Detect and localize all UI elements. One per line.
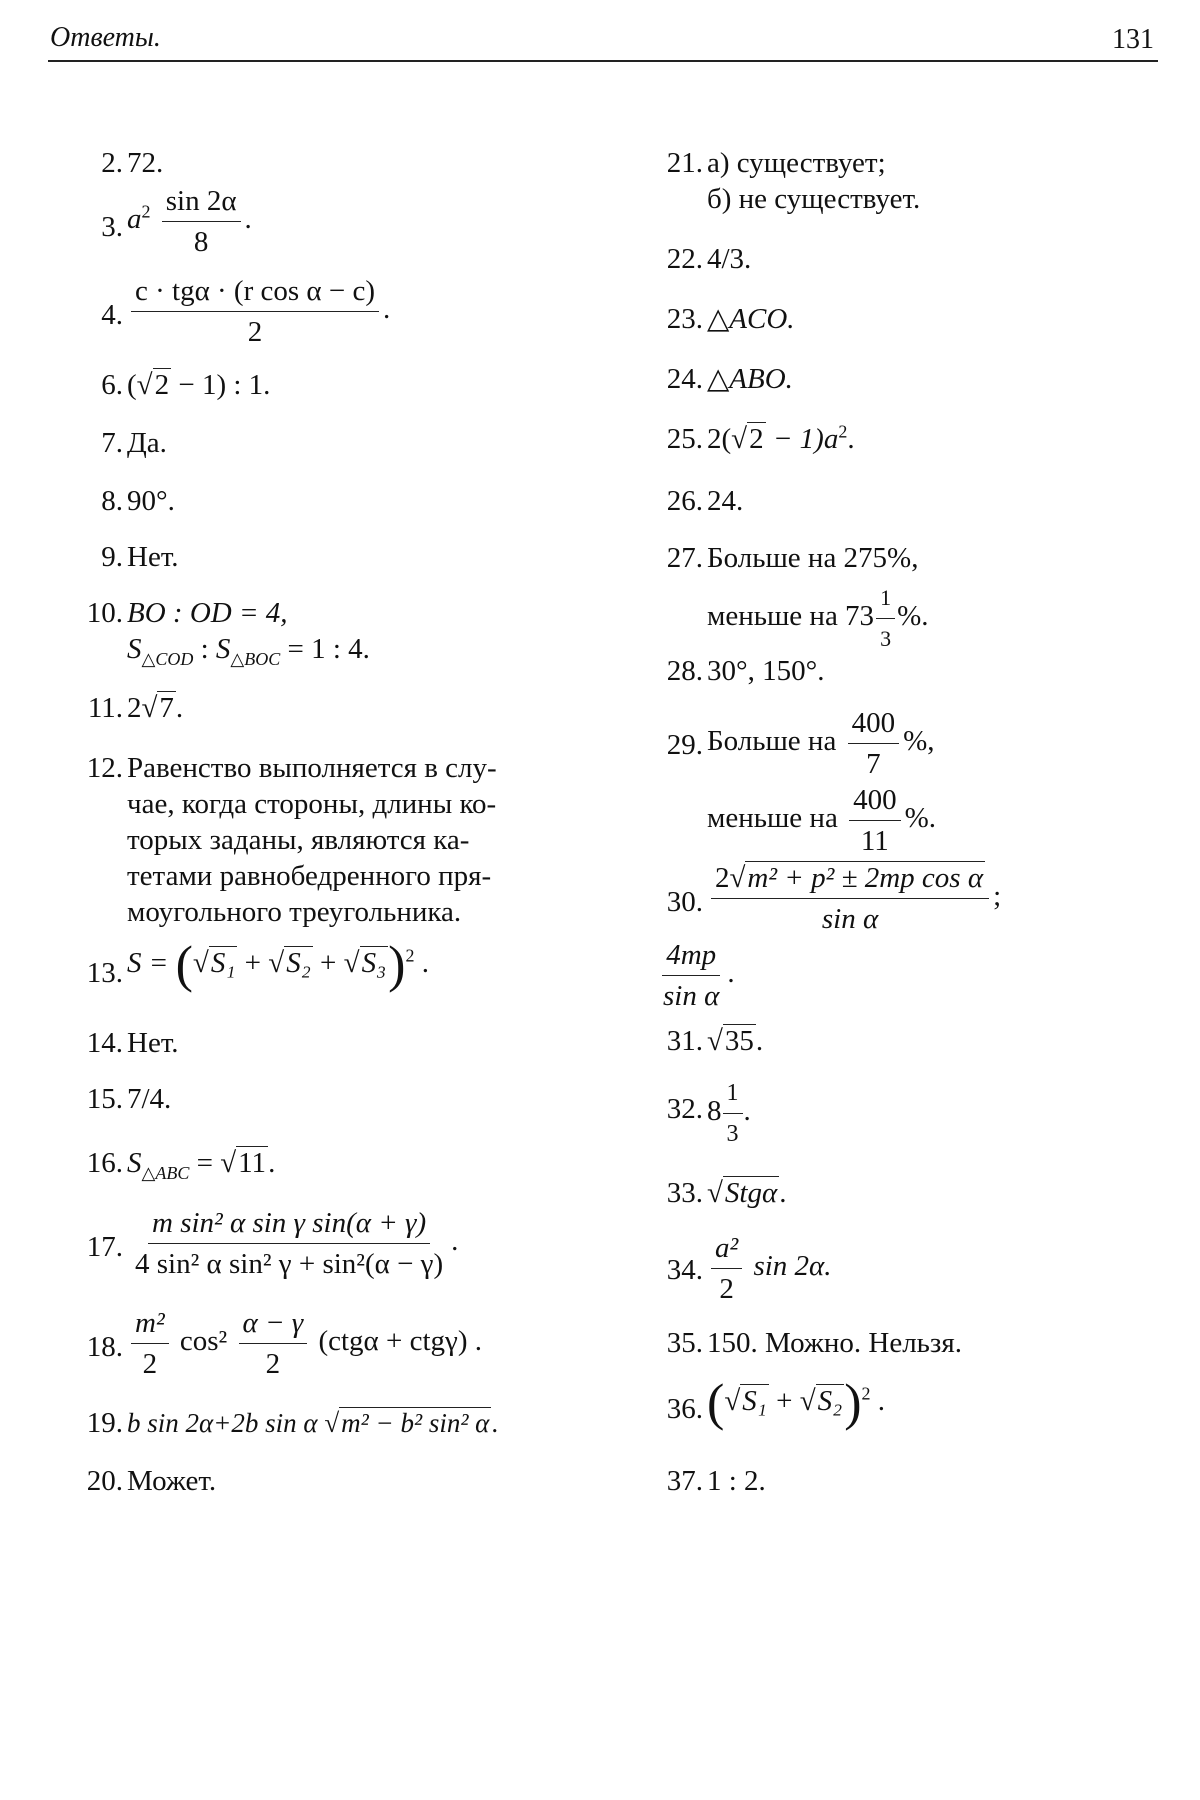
answer-24: 24. △ABO. — [666, 363, 793, 395]
answer-34: 34. $\frac{\text{a²}}{2}$ sin 2α. — [666, 1232, 832, 1305]
sqrt: √Stgα — [707, 1177, 778, 1209]
sqrt: √2 — [731, 423, 764, 455]
answer-27: 27. Больше на 275%, меньше на 73 $\frac{1}{3}$ %. — [655, 540, 928, 657]
answer-30: 30. $\frac{\text{2√m² + p² ± 2mp cos α}}{\text{sin α}}$ ; $\frac{4mp}{\text{sin α}}$ . — [655, 860, 1001, 1014]
answer-13: 13. $S = (√S_1 + √S_2 + √S_3)^2$ . — [86, 936, 429, 994]
page-header — [48, 18, 1158, 62]
answer-31: 31. √35. — [666, 1025, 764, 1057]
answer-7: 7. Да. — [101, 427, 167, 459]
answer-29: 29. Больше на $\frac{400}{7}$ %, меньше на $\frac{400}{11}$ %. — [666, 707, 936, 857]
answer-37: 37. 1 : 2. — [666, 1465, 766, 1497]
fraction: $\frac{1}{3}$ — [723, 1075, 743, 1152]
answer-4: 4. $\frac{\text{c · tgα · (r cos α − c)}}{2}$ . — [101, 275, 391, 348]
answer-22: 22. 4/3. — [666, 243, 752, 275]
fraction: $\frac{400}{7}$ — [848, 705, 900, 782]
answer-20: 20. Может. — [86, 1465, 217, 1497]
fraction: $\frac{\text{m²}}{2}$ — [131, 1305, 169, 1382]
answer-11: 11. 2√7. — [87, 692, 184, 724]
answer-6: 6. (√2 − 1) : 1. — [101, 369, 271, 401]
answer-18: 18. $\frac{\text{m²}}{2}$ cos² $\frac{\alpha - \gamma}{2}$ (ctgα + ctgγ) . — [86, 1307, 483, 1380]
answer-12: 12. Равенство выполняется в слу- чае, когда стороны, длины ко- торых заданы, являются ка- тетами равнобедренного пря- моугольного треугольника. — [86, 752, 497, 928]
answer-10: 10. BO : OD = 4, $S_{\triangle COD}$ : $S_{\triangle BOC} = 1$ : 4. — [86, 597, 370, 669]
answer-23: 23. △ACO. — [666, 303, 795, 335]
answer-35: 35. 150. Можно. Нельзя. — [666, 1327, 962, 1359]
sqrt: √35 — [707, 1025, 754, 1057]
fraction: $\frac{\alpha - \gamma}{2}$ — [239, 1305, 308, 1382]
answer-2: 2. 72. — [101, 147, 164, 179]
answer-32: 32. 8 $\frac{1}{3}$ . — [655, 1075, 751, 1152]
page-number: 131 — [1112, 24, 1154, 55]
fraction: $\frac{\text{2√m² + p² ± 2mp cos α}}{\text{sin α}}$ — [711, 860, 989, 937]
answer-14: 14. Нет. — [86, 1027, 179, 1059]
sqrt: √11 — [220, 1147, 267, 1179]
fraction: $\frac{4mp}{\text{sin α}}$ — [663, 939, 720, 1012]
answer-21: 21. а) существует; б) не существует. — [666, 147, 921, 215]
answer-26: 26. 24. — [666, 485, 744, 517]
sqrt: √7 — [141, 692, 174, 724]
sqrt: √m² − b² sin² α — [324, 1408, 490, 1438]
running-title: Ответы. — [50, 22, 161, 53]
answer-19: 19. b sin 2α+2b sin α √m² − b² sin² α. — [86, 1407, 499, 1439]
answer-17: 17. $\frac{\text{m sin² α sin γ sin(α + γ)}}{\text{4 sin² α sin² γ + sin²(α − γ)}}$ . — [86, 1207, 459, 1280]
fraction: $\frac{\text{m sin² α sin γ sin(α + γ)}}{\text{4 sin² α sin² γ + sin²(α − γ)}}$ — [135, 1207, 444, 1280]
sqrt: √2 — [136, 369, 170, 401]
fraction: $\frac{\sin 2\alpha}{8}$ — [162, 183, 241, 260]
answer-3: 3. $a^2$ $\frac{\sin 2\alpha}{8}$ . — [101, 185, 252, 258]
fraction: $\frac{1}{3}$ — [876, 580, 895, 657]
sqrt: √S₁ — [724, 1385, 767, 1417]
answer-28: 28. 30°, 150°. — [666, 655, 825, 687]
answer-33: 33. √Stgα. — [666, 1177, 787, 1209]
fraction: $\frac{\text{a²}}{2}$ — [711, 1230, 742, 1307]
answer-36: 36. $(√S_1 + √S_2)^2$ . — [666, 1374, 886, 1432]
sqrt: √m² + p² ± 2mp cos α — [729, 862, 984, 894]
sqrt: √S₂ — [799, 1385, 843, 1417]
sqrt: √S₂ — [268, 947, 311, 979]
answer-8: 8. 90°. — [101, 485, 175, 517]
answer-16: 16. $S_{\triangle ABC} = √11$. — [86, 1147, 276, 1183]
answer-15: 15. 7/4. — [86, 1083, 172, 1115]
sqrt: √S₁ — [192, 947, 236, 979]
sqrt: √S₃ — [343, 947, 387, 979]
fraction: $\frac{400}{11}$ — [849, 782, 901, 859]
answer-9: 9. Нет. — [101, 541, 179, 573]
answer-25: 25. $2(√2 - 1)a^2$. — [666, 421, 855, 455]
fraction: $\frac{\text{c · tgα · (r cos α − c)}}{2}$ — [131, 273, 379, 350]
